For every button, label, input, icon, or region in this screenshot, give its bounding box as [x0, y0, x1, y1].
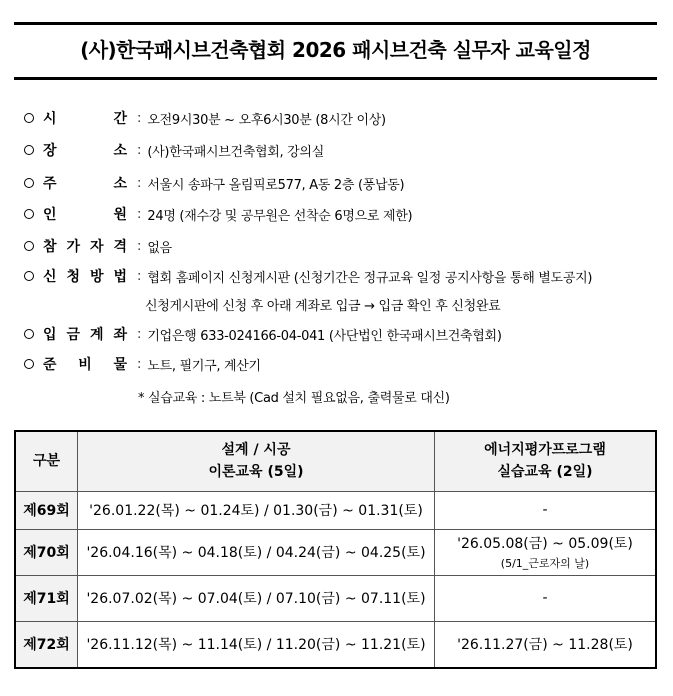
info-value: 24명 (재수강 및 공무원은 선착순 6명으로 제한)	[147, 208, 413, 224]
info-value: 오전9시30분 ~ 오후6시30분 (8시간 이상)	[147, 112, 386, 128]
info-value: (사)한국패시브건축협회, 강의실	[147, 144, 324, 160]
info-row-account	[24, 324, 502, 344]
label-char: 가	[66, 239, 81, 255]
circle-bullet-icon	[24, 178, 34, 188]
label-char: 주	[43, 176, 57, 192]
round-cell: 제71회	[15, 575, 78, 621]
colon: :	[137, 142, 142, 158]
round-cell: 제72회	[15, 621, 78, 668]
practice-cell: -	[435, 575, 657, 621]
header-practice-line2: 실습교육 (2일)	[497, 464, 593, 481]
header-round: 구분	[15, 431, 78, 491]
info-label	[43, 140, 127, 160]
circle-bullet-icon	[24, 209, 34, 219]
label-char: 참	[43, 239, 57, 255]
label-char: 장	[43, 143, 57, 159]
practice-dates: '26.05.08(금) ~ 05.09(토)	[457, 536, 633, 552]
circle-bullet-icon	[24, 359, 34, 369]
label-char: 소	[113, 176, 127, 192]
table-row	[15, 621, 656, 668]
label-char: 원	[113, 207, 127, 223]
info-row-time	[24, 108, 386, 128]
info-row-address	[24, 173, 404, 193]
label-char: 계	[89, 327, 104, 343]
round-cell: 제70회	[15, 529, 78, 575]
info-row-capacity	[24, 204, 412, 224]
colon: :	[137, 326, 142, 342]
label-char: 물	[113, 357, 127, 373]
info-value: 기업은행 633-024166-04-041 (사단법인 한국패시브건축협회)	[147, 328, 502, 344]
info-label	[43, 354, 127, 374]
colon: :	[137, 175, 142, 191]
title-rule-top	[14, 22, 657, 25]
header-practice-line1: 에너지평가프로그램	[484, 442, 606, 459]
label-char: 소	[113, 143, 127, 159]
practice-cell	[435, 529, 657, 575]
practice-note: (5/1_근로자의 날)	[500, 557, 590, 570]
info-continuation: 신청게시판에 신청 후 아래 계좌로 입금 → 입금 확인 후 신청완료	[145, 299, 501, 314]
info-row-place	[24, 140, 324, 160]
header-theory	[78, 431, 435, 491]
header-theory-line1: 설계 / 시공	[221, 442, 291, 459]
circle-bullet-icon	[24, 113, 34, 123]
info-label	[43, 173, 127, 193]
info-label	[43, 236, 127, 256]
title-rule-bottom	[14, 77, 657, 80]
header-practice	[435, 431, 657, 491]
label-char: 청	[66, 269, 81, 285]
label-char: 인	[43, 207, 57, 223]
info-label	[43, 324, 127, 344]
circle-bullet-icon	[24, 271, 34, 281]
table-row	[15, 529, 656, 575]
colon: :	[137, 268, 142, 284]
label-char: 입	[43, 327, 57, 343]
header-theory-line2: 이론교육 (5일)	[208, 464, 304, 481]
info-label	[43, 266, 127, 286]
info-label	[43, 204, 127, 224]
info-continuation: * 실습교육 : 노트북 (Cad 설치 필요없음, 출력물로 대신)	[138, 391, 450, 406]
label-char: 신	[43, 269, 57, 285]
table-row	[15, 575, 656, 621]
info-label	[43, 108, 127, 128]
label-char: 자	[89, 239, 104, 255]
label-char: 법	[113, 269, 127, 285]
circle-bullet-icon	[24, 145, 34, 155]
theory-cell: '26.11.12(목) ~ 11.14(토) / 11.20(금) ~ 11.21(토)	[78, 621, 435, 668]
theory-cell: '26.07.02(목) ~ 07.04(토) / 07.10(금) ~ 07.11(토)	[78, 575, 435, 621]
table-header-row	[15, 431, 656, 491]
label-char: 금	[66, 327, 81, 343]
info-row-supplies	[24, 354, 261, 374]
label-char: 격	[113, 239, 127, 255]
info-row-eligibility	[24, 236, 172, 256]
label-char: 시	[43, 111, 57, 127]
schedule-table	[14, 430, 657, 669]
colon: :	[137, 238, 142, 254]
info-value: 없음	[147, 240, 172, 256]
label-char: 비	[78, 357, 92, 373]
practice-cell: '26.11.27(금) ~ 11.28(토)	[435, 621, 657, 668]
colon: :	[137, 356, 142, 372]
table-row	[15, 491, 656, 529]
colon: :	[137, 110, 142, 126]
info-row-application	[24, 266, 592, 286]
info-value: 노트, 필기구, 계산기	[147, 358, 261, 374]
info-value: 서울시 송파구 올림픽로577, A동 2층 (풍납동)	[147, 177, 405, 193]
page-title: (사)한국패시브건축협회 2026 패시브건축 실무자 교육일정	[80, 38, 591, 62]
label-char: 좌	[113, 327, 127, 343]
theory-cell: '26.01.22(목) ~ 01.24토) / 01.30(금) ~ 01.31(토)	[78, 491, 435, 529]
round-cell: 제69회	[15, 491, 78, 529]
circle-bullet-icon	[24, 329, 34, 339]
circle-bullet-icon	[24, 241, 34, 251]
label-char: 간	[113, 111, 127, 127]
practice-cell: -	[435, 491, 657, 529]
label-char: 방	[89, 269, 104, 285]
label-char: 준	[43, 357, 57, 373]
colon: :	[137, 206, 142, 222]
theory-cell: '26.04.16(목) ~ 04.18(토) / 04.24(금) ~ 04.25(토)	[78, 529, 435, 575]
info-value: 협회 홈페이지 신청게시판 (신청기간은 정규교육 일정 공지사항을 통해 별도공지)	[147, 270, 593, 286]
